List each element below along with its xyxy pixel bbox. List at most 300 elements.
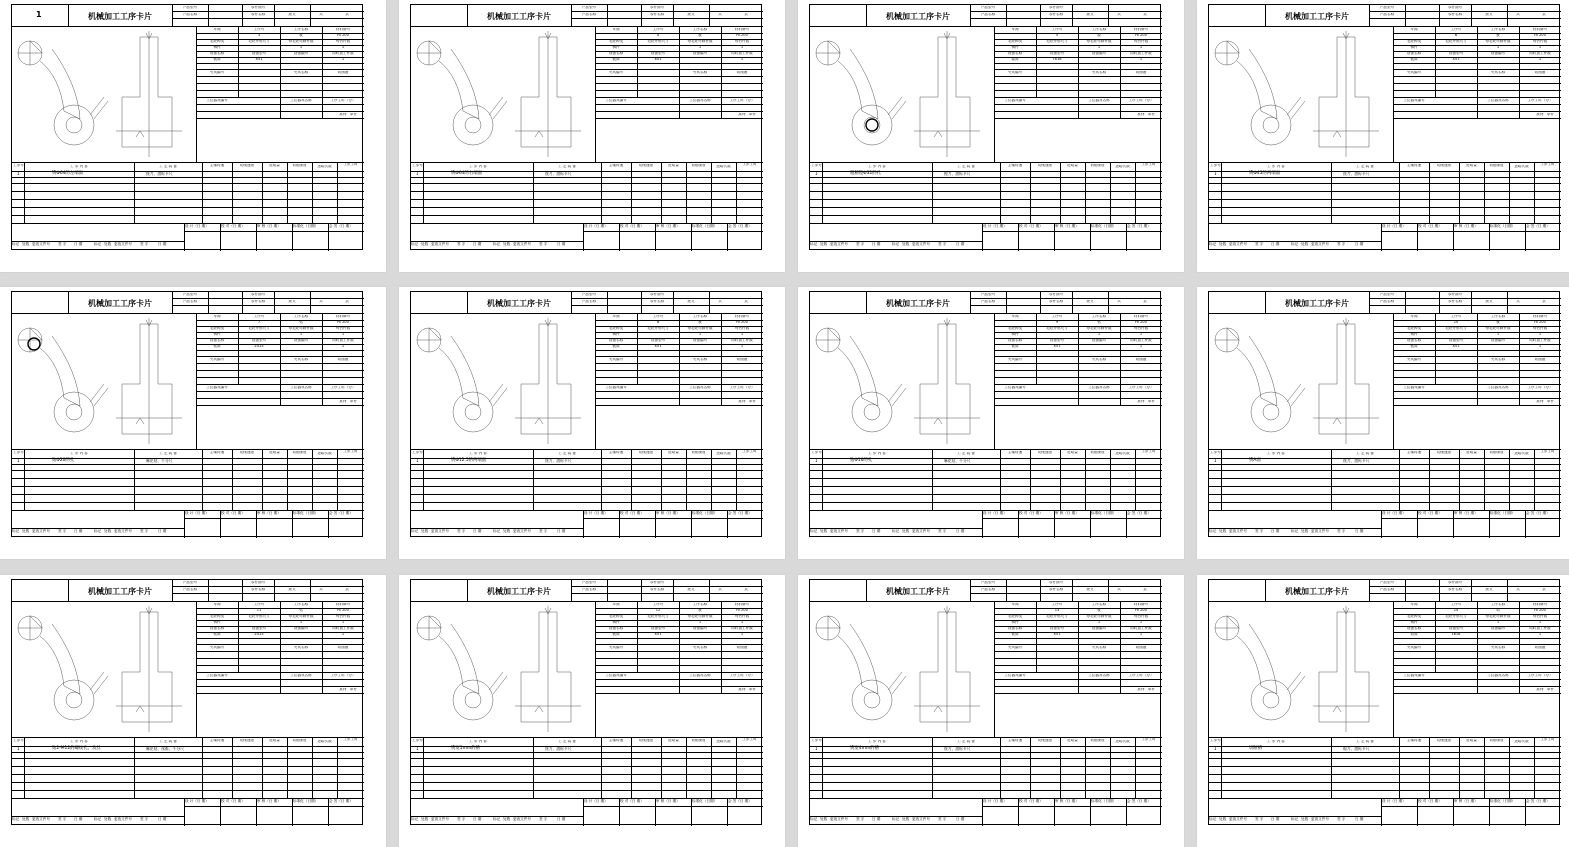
blank-size-label: 毛坯外形尺寸 (647, 327, 669, 330)
rule-line (533, 449, 534, 510)
mark-label-2: 标记 (892, 817, 900, 821)
process-card (410, 291, 762, 537)
depth-label: 切削深度 (292, 164, 307, 167)
places-label-2: 处数 (104, 529, 112, 533)
check-label: 校 对（日 期） (1418, 799, 1442, 803)
page-label: 页 (345, 588, 349, 591)
process-equip-label: 工 艺 装 备 (957, 452, 975, 455)
rule-line (208, 5, 209, 26)
blank-pieces-label: 每毛坯可制件数 (1086, 615, 1112, 618)
part-drawing-label: 零件图号 (1447, 6, 1463, 9)
op-no-label: 工序号 (652, 603, 664, 606)
step-no-label: 工步号 (412, 164, 423, 167)
mark-label-2: 标记 (94, 242, 102, 246)
process-info-table (196, 602, 364, 737)
workshop-label: 车间 (213, 603, 221, 606)
check-label: 校 对（日 期） (620, 799, 644, 803)
fixture-no-label: 夹具编号 (608, 646, 624, 649)
design-label: 设 计（日 期） (983, 799, 1007, 803)
page-label: 页 (345, 13, 349, 16)
process-card-page (399, 0, 785, 272)
op-name-value: 钻 (299, 609, 303, 612)
product-name-label: 产品名称 (182, 588, 198, 591)
review-label: 审 核（日 期） (257, 511, 281, 515)
material-label: 材料牌号 (1532, 603, 1548, 606)
process-info-table (196, 27, 364, 162)
rule-line (172, 11, 364, 12)
rule-line (932, 737, 933, 798)
rule-line (583, 231, 763, 232)
page-label: 页 (345, 300, 349, 303)
part-drawing (12, 602, 196, 737)
equip-model-label: 设备型号 (650, 52, 666, 55)
places-label: 处数 (421, 242, 429, 246)
card-header (1209, 292, 1561, 314)
material-label: 材料牌号 (734, 315, 750, 318)
equip-model-label: 设备型号 (251, 339, 267, 342)
station-name-label: 工位器具名称 (1487, 674, 1509, 677)
product-name-label: 产品名称 (581, 13, 597, 16)
equip-name-value: 钻床 (213, 345, 221, 348)
step-content-label: 工 步 内 容 (1267, 452, 1285, 455)
change-doc-label-2: 更改文件号 (1311, 242, 1329, 246)
rule-line (172, 593, 364, 594)
rule-line (661, 449, 662, 510)
review-label: 审 核（日 期） (257, 799, 281, 803)
piece-count-value: 1 (341, 46, 345, 49)
step-content-label: 工 步 内 容 (868, 740, 886, 743)
equip-model-value: L616 (1451, 633, 1461, 636)
rule-line (571, 298, 763, 299)
station-name-label: 工位器具名称 (689, 674, 711, 677)
rule-line (533, 737, 534, 798)
total-pages-label: 共 (718, 588, 722, 591)
blank-type-value: 铸件 (1410, 333, 1418, 336)
unit-label: 单件 (349, 688, 358, 691)
process-equip-label: 工 艺 装 备 (1356, 452, 1374, 455)
process-card (410, 4, 762, 250)
rule-line (1509, 449, 1510, 510)
step-no-label: 工步号 (1210, 164, 1221, 167)
fixture-no-label: 夹具编号 (1406, 358, 1422, 361)
blank-pieces-label: 每毛坯可制件数 (687, 40, 713, 43)
date-label-2: 日 期 (1355, 817, 1364, 821)
product-model-label: 产品型号 (1379, 6, 1395, 9)
blank-type-label: 毛坯种类 (1007, 327, 1023, 330)
card-header (1209, 5, 1561, 27)
product-name-label: 产品名称 (980, 588, 996, 591)
rule-line (970, 586, 1162, 587)
step-number: 1 (815, 458, 818, 463)
standard-label: 标准化（日期） (293, 511, 319, 515)
standard-label: 标准化（日期） (1490, 511, 1516, 515)
part-name-value: 拨叉 (1086, 588, 1094, 591)
rule-line (1265, 292, 1266, 313)
process-card-page (1197, 287, 1569, 559)
passes-label: 进给次数 (716, 165, 731, 168)
equip-name-label: 设备名称 (1007, 339, 1023, 342)
step-time-label: 工步工时 (343, 163, 358, 166)
step-number: 1 (416, 458, 419, 463)
material-value: HT200 (736, 609, 748, 612)
part-name-label: 零件名称 (1048, 300, 1064, 303)
design-label: 设 计（日 期） (1382, 511, 1406, 515)
workshop-label: 车间 (1011, 603, 1019, 606)
material-label: 材料牌号 (1133, 315, 1149, 318)
part-drawing-label: 零件图号 (250, 581, 266, 584)
rule-line (1399, 737, 1400, 798)
spindle-label: 主轴转速 (209, 451, 225, 454)
process-info-table (595, 314, 763, 449)
op-name-label: 工序名称 (692, 603, 708, 606)
step-number: 1 (815, 746, 818, 751)
step-no-label: 工步号 (13, 164, 24, 167)
op-time-label: 工序工时（分） (729, 386, 755, 389)
op-name-value: 铣 (698, 321, 702, 324)
standard-label: 标准化（日期） (293, 799, 319, 803)
blank-pieces-label: 每毛坯可制件数 (687, 615, 713, 618)
blank-size-label: 毛坯外形尺寸 (248, 615, 270, 618)
blank-pieces-value: 1 (698, 333, 702, 336)
equip-no-label: 设备编号 (1091, 52, 1107, 55)
blank-type-label: 毛坯种类 (1007, 40, 1023, 43)
card-header (411, 5, 763, 27)
part-name-label: 零件名称 (1048, 588, 1064, 591)
process-equip-label: 工 艺 装 备 (957, 740, 975, 743)
check-label: 校 对（日 期） (1418, 511, 1442, 515)
blank-size-label: 毛坯外形尺寸 (647, 40, 669, 43)
rule-line (822, 737, 823, 798)
product-name-label: 产品名称 (182, 300, 198, 303)
equip-name-label: 设备名称 (608, 339, 624, 342)
station-name-label: 工位器具名称 (1088, 386, 1110, 389)
rule-line (202, 737, 203, 798)
equip-name-label: 设备名称 (209, 627, 225, 630)
step-no-label: 工步号 (13, 451, 24, 454)
product-model-label: 产品型号 (980, 581, 996, 584)
process-equip-label: 工 艺 装 备 (558, 165, 576, 168)
simul-parts-value: 1 (1139, 633, 1143, 636)
check-label: 校 对（日 期） (1019, 799, 1043, 803)
workshop-label: 车间 (612, 28, 620, 31)
places-label: 处数 (421, 529, 429, 533)
simul-parts-label: 同时加工件数 (1130, 627, 1152, 630)
rule-line (1459, 162, 1460, 223)
workshop-label: 车间 (1011, 315, 1019, 318)
step-description: 铣Φ12.5的两端面 (451, 458, 487, 463)
change-doc-label: 更改文件号 (431, 242, 449, 246)
part-drawing (411, 314, 595, 449)
material-label: 材料牌号 (335, 28, 351, 31)
material-value: HT200 (736, 34, 748, 37)
rule-line (1393, 405, 1561, 406)
passes-label: 进给次数 (1115, 452, 1130, 455)
product-model-label: 产品型号 (182, 581, 198, 584)
process-card-page (798, 0, 1184, 272)
change-doc-label: 更改文件号 (1229, 242, 1247, 246)
op-no-label: 工序号 (1450, 603, 1462, 606)
date-label-2: 日 期 (956, 242, 965, 246)
simul-parts-value: 1 (1139, 58, 1143, 61)
equip-model-value: X51 (1452, 58, 1460, 61)
blank-type-label: 毛坯种类 (209, 327, 225, 330)
mark-label-2: 标记 (1291, 817, 1299, 821)
step-content-label: 工 步 内 容 (70, 740, 88, 743)
equip-no-label: 设备编号 (692, 52, 708, 55)
part-name-label: 零件名称 (250, 588, 266, 591)
blank-size-label: 毛坯外形尺寸 (248, 40, 270, 43)
piece-count-value: 1 (1538, 621, 1542, 624)
equip-name-label: 设备名称 (1406, 52, 1422, 55)
places-label: 处数 (22, 817, 30, 821)
mark-label-2: 标记 (94, 529, 102, 533)
equip-name-value: 铣床 (213, 58, 221, 61)
signoff-label: 会 签（日 期） (1127, 511, 1151, 515)
blank-size-label: 毛坯外形尺寸 (1445, 327, 1467, 330)
simul-parts-label: 同时加工件数 (1529, 52, 1551, 55)
change-doc-label-2: 更改文件号 (513, 817, 531, 821)
step-description: 铣Φ45的两端面 (1249, 171, 1280, 176)
op-no-label: 工序号 (652, 315, 664, 318)
cutting-label: 切削速度 (1436, 739, 1452, 742)
feed-label: 进给量 (1067, 451, 1078, 454)
design-label: 设 计（日 期） (1382, 224, 1406, 228)
equip-model-value: T616 (1052, 58, 1062, 61)
card-title: 机械加工工序卡片 (886, 10, 950, 21)
process-card (809, 4, 1161, 250)
fixture-no-label: 夹具编号 (1007, 358, 1023, 361)
prep-end-label: 准终 (738, 688, 746, 691)
signature-label-2: 签 字 (140, 242, 149, 246)
piece-count-value: 1 (1139, 621, 1143, 624)
rule-line (1369, 298, 1561, 299)
blank-pieces-label: 每毛坯可制件数 (288, 327, 314, 330)
step-description: 铣宽4mm的槽 (850, 746, 879, 751)
product-model-label: 产品型号 (980, 293, 996, 296)
op-name-value: 铣 (1097, 609, 1101, 612)
change-doc-label: 更改文件号 (830, 817, 848, 821)
standard-label: 标准化（日期） (293, 224, 319, 228)
rule-line (1429, 737, 1430, 798)
part-name-value: 拨叉 (687, 300, 695, 303)
part-name-value: 拨叉 (1485, 13, 1493, 16)
process-card-page (399, 287, 785, 559)
prep-end-label: 准终 (738, 113, 746, 116)
equip-name-value: 铣床 (1011, 345, 1019, 348)
rule-line (711, 449, 712, 510)
passes-label: 进给次数 (317, 165, 332, 168)
step-time-label: 工步工时 (1540, 450, 1555, 453)
step-number: 1 (1214, 746, 1217, 751)
blank-type-value: 铸件 (612, 621, 620, 624)
part-drawing (810, 314, 994, 449)
date-label-2: 日 期 (956, 817, 965, 821)
mark-label: 标记 (411, 817, 419, 821)
rule-line (736, 162, 737, 223)
design-label: 设 计（日 期） (584, 224, 608, 228)
op-name-label: 工序名称 (293, 28, 309, 31)
equip-model-value: X51 (1452, 345, 1460, 348)
mark-label: 标记 (1209, 242, 1217, 246)
change-doc-label: 更改文件号 (830, 242, 848, 246)
rule-line (1006, 292, 1007, 313)
date-label: 日 期 (473, 529, 482, 533)
step-equipment: 铣刀、游标卡尺 (545, 746, 572, 751)
rule-line (533, 162, 534, 223)
equip-name-value: 铣床 (1011, 633, 1019, 636)
total-pages-label: 共 (1117, 13, 1121, 16)
signature-label: 签 字 (856, 529, 865, 533)
date-label-2: 日 期 (158, 817, 167, 821)
piece-count-label: 每台件数 (1133, 40, 1149, 43)
op-name-label: 工序名称 (1091, 28, 1107, 31)
material-label: 材料牌号 (1133, 603, 1149, 606)
change-doc-label: 更改文件号 (32, 817, 50, 821)
cutting-label: 切削速度 (1037, 739, 1053, 742)
product-name-label: 产品名称 (1379, 13, 1395, 16)
rule-line (1534, 737, 1535, 798)
simul-parts-value: 1 (740, 345, 744, 348)
blank-pieces-label: 每毛坯可制件数 (1086, 40, 1112, 43)
process-equip-label: 工 艺 装 备 (159, 740, 177, 743)
workshop-label: 车间 (1410, 28, 1418, 31)
station-name-label: 工位器具名称 (290, 99, 312, 102)
prep-end-label: 准终 (1536, 400, 1544, 403)
op-no-label: 工序号 (652, 28, 664, 31)
piece-count-value: 1 (740, 621, 744, 624)
step-number: 1 (416, 171, 419, 176)
total-pages-label: 共 (1516, 300, 1520, 303)
blank-pieces-value: 1 (1496, 621, 1500, 624)
places-label-2: 处数 (503, 529, 511, 533)
op-no-label: 工序号 (1051, 315, 1063, 318)
rule-line (1331, 737, 1332, 798)
design-label: 设 计（日 期） (584, 511, 608, 515)
passes-label: 进给次数 (1514, 452, 1529, 455)
rule-line (1085, 449, 1086, 510)
blank-pieces-label: 每毛坯可制件数 (1485, 327, 1511, 330)
change-doc-label-2: 更改文件号 (114, 529, 132, 533)
equip-no-label: 设备编号 (293, 52, 309, 55)
product-model-label: 产品型号 (1379, 581, 1395, 584)
blank-pieces-value: 1 (1097, 333, 1101, 336)
review-label: 审 核（日 期） (1454, 511, 1478, 515)
rule-line (312, 449, 313, 510)
depth-label: 切削深度 (292, 451, 307, 454)
part-name-label: 零件名称 (649, 13, 665, 16)
part-name-label: 零件名称 (1447, 588, 1463, 591)
rule-line (1484, 162, 1485, 223)
step-description: 铣宽5mm的槽 (451, 746, 480, 751)
simul-parts-label: 同时加工件数 (731, 627, 753, 630)
rule-line (1000, 162, 1001, 223)
blank-pieces-value: 1 (299, 46, 303, 49)
op-no-value: 4 (656, 34, 660, 37)
blank-type-value: 铸件 (213, 333, 221, 336)
standard-label: 标准化（日期） (1091, 511, 1117, 515)
equip-model-label: 设备型号 (251, 627, 267, 630)
piece-count-label: 每台件数 (1133, 327, 1149, 330)
step-no-label: 工步号 (811, 164, 822, 167)
material-label: 材料牌号 (1532, 28, 1548, 31)
rule-line (932, 449, 933, 510)
part-name-value: 拨叉 (288, 300, 296, 303)
process-equip-label: 工 艺 装 备 (1356, 165, 1374, 168)
op-no-label: 工序号 (1051, 603, 1063, 606)
signature-label: 签 字 (1255, 529, 1264, 533)
rule-line (1060, 449, 1061, 510)
part-drawing-label: 零件图号 (1447, 293, 1463, 296)
equip-name-value: 铣床 (612, 345, 620, 348)
cutting-label: 切削速度 (1037, 451, 1053, 454)
places-label-2: 处数 (503, 242, 511, 246)
process-equip-label: 工 艺 装 备 (558, 740, 576, 743)
process-equip-label: 工 艺 装 备 (159, 452, 177, 455)
signature-label-2: 签 字 (1337, 817, 1346, 821)
rule-line (631, 737, 632, 798)
change-doc-label-2: 更改文件号 (912, 529, 930, 533)
signoff-label: 会 签（日 期） (1127, 799, 1151, 803)
spindle-label: 主轴转速 (608, 164, 624, 167)
op-time-label: 工序工时（分） (1527, 674, 1553, 677)
step-content-label: 工 步 内 容 (70, 452, 88, 455)
date-label: 日 期 (1271, 242, 1280, 246)
prep-end-label: 准终 (1536, 113, 1544, 116)
design-label: 设 计（日 期） (185, 224, 209, 228)
station-name-label: 工位器具名称 (1088, 99, 1110, 102)
simul-parts-value: 1 (740, 58, 744, 61)
feed-label: 进给量 (668, 739, 679, 742)
date-label-2: 日 期 (1355, 529, 1364, 533)
piece-count-label: 每台件数 (1532, 40, 1548, 43)
date-label: 日 期 (473, 242, 482, 246)
rule-line (571, 593, 763, 594)
workshop-label: 车间 (1011, 28, 1019, 31)
rule-line (24, 449, 25, 510)
step-no-label: 工步号 (1210, 739, 1221, 742)
material-label: 材料牌号 (1532, 315, 1548, 318)
piece-count-label: 每台件数 (1532, 615, 1548, 618)
rule-line (287, 162, 288, 223)
places-label-2: 处数 (902, 529, 910, 533)
rule-line (1405, 292, 1406, 313)
rule-line (866, 292, 867, 313)
equip-model-value: Z525 (254, 633, 264, 636)
change-doc-label-2: 更改文件号 (114, 242, 132, 246)
op-no-value: 7 (257, 321, 261, 324)
date-label: 日 期 (1271, 529, 1280, 533)
op-time-label: 工序工时（分） (330, 99, 356, 102)
places-label: 处数 (820, 242, 828, 246)
fixture-no-label: 夹具编号 (1406, 646, 1422, 649)
date-label-2: 日 期 (557, 242, 566, 246)
unit-label: 单件 (1147, 400, 1156, 403)
process-info-table (196, 314, 364, 449)
blank-type-value: 铸件 (1011, 333, 1019, 336)
blank-type-value: 铸件 (1011, 621, 1019, 624)
prep-end-label: 准终 (339, 400, 347, 403)
step-equipment: 铣刀、游标卡尺 (545, 458, 572, 463)
date-label: 日 期 (74, 529, 83, 533)
station-no-label: 工位器具编号 (1004, 386, 1026, 389)
review-label: 审 核（日 期） (1055, 511, 1079, 515)
fixture-name-label: 夹具名称 (293, 358, 309, 361)
part-drawing (810, 27, 994, 162)
change-doc-label: 更改文件号 (1229, 817, 1247, 821)
places-label: 处数 (1219, 817, 1227, 821)
places-label-2: 处数 (1301, 529, 1309, 533)
change-doc-label: 更改文件号 (1229, 529, 1247, 533)
